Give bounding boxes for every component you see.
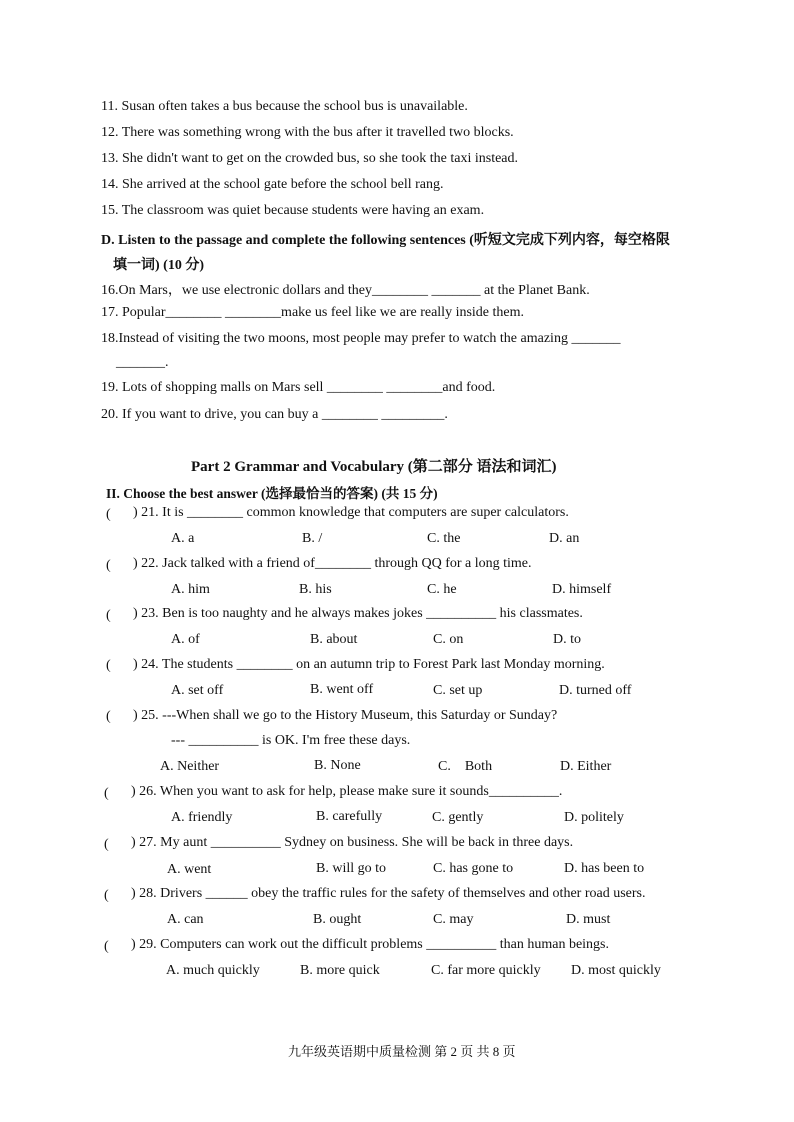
option-22-a: A. him [171, 582, 210, 597]
option-21-b: B. / [302, 531, 323, 546]
fill-item-18-cont: _______. [116, 355, 169, 370]
page-footer: 九年级英语期中质量检测 第 2 页 共 8 页 [288, 1044, 516, 1059]
option-23-c: C. on [433, 632, 464, 647]
option-29-d: D. most quickly [571, 963, 661, 978]
answer-paren: ( [104, 837, 109, 852]
option-29-c: C. far more quickly [431, 963, 541, 978]
question-22: ) 22. Jack talked with a friend of________ through QQ for a long time. [133, 556, 532, 571]
question-23: ) 23. Ben is too naughty and he always makes jokes __________ his classmates. [133, 606, 583, 621]
option-22-c: C. he [427, 582, 457, 597]
option-28-d: D. must [566, 912, 611, 927]
option-27-b: B. will go to [316, 861, 387, 876]
fill-item-18: 18.Instead of visiting the two moons, most people may prefer to watch the amazing _______ [101, 331, 621, 346]
section-d-heading: D. Listen to the passage and complete the following sentences (听短文完成下列内容，每空格限 [101, 233, 670, 248]
fill-item-17: 17. Popular________ ________make us feel like we are really inside them. [101, 305, 525, 320]
option-27-c: C. has gone to [433, 861, 514, 876]
option-26-d: D. politely [564, 810, 624, 825]
statement-12: 12. There was something wrong with the bus after it travelled two blocks. [101, 125, 514, 140]
option-24-b: B. went off [310, 682, 374, 697]
question-25-reply: --- __________ is OK. I'm free these days. [171, 733, 411, 748]
answer-paren: ( [104, 786, 109, 801]
option-29-b: B. more quick [300, 963, 380, 978]
option-24-d: D. turned off [559, 683, 632, 698]
option-27-a: A. went [167, 862, 212, 877]
statement-15: 15. The classroom was quiet because students were having an exam. [101, 203, 485, 218]
option-25-c: C. Both [438, 759, 493, 774]
answer-paren: ( [106, 658, 111, 673]
question-26: ) 26. When you want to ask for help, please make sure it sounds__________. [131, 784, 563, 799]
option-26-c: C. gently [432, 810, 484, 825]
statement-11: 11. Susan often takes a bus because the school bus is unavailable. [101, 99, 468, 114]
answer-paren: ( [104, 939, 109, 954]
option-27-d: D. has been to [564, 861, 645, 876]
answer-paren: ( [104, 888, 109, 903]
question-21: ) 21. It is ________ common knowledge that computers are super calculators. [133, 505, 569, 520]
part2-title: Part 2 Grammar and Vocabulary (第二部分 语法和词汇) [191, 459, 557, 475]
question-28: ) 28. Drivers ______ obey the traffic rules for the safety of themselves and other road users. [131, 886, 646, 901]
option-22-d: D. himself [552, 582, 612, 597]
section-ii-heading: II. Choose the best answer (选择最恰当的答案) (共 15 分) [106, 486, 438, 501]
section-d-heading-cont: 填一词) (10 分) [113, 258, 204, 273]
option-29-a: A. much quickly [166, 963, 260, 978]
question-24: ) 24. The students ________ on an autumn trip to Forest Park last Monday morning. [133, 657, 605, 672]
option-28-b: B. ought [313, 912, 362, 927]
statement-14: 14. She arrived at the school gate before the school bell rang. [101, 177, 444, 192]
option-23-d: D. to [553, 632, 581, 647]
option-21-c: C. the [427, 531, 461, 546]
option-23-b: B. about [310, 632, 358, 647]
fill-item-20: 20. If you want to drive, you can buy a ________ _________. [101, 407, 448, 422]
option-21-a: A. a [171, 531, 195, 546]
question-25: ) 25. ---When shall we go to the History Museum, this Saturday or Sunday? [133, 708, 558, 723]
option-24-c: C. set up [433, 683, 483, 698]
option-24-a: A. set off [171, 683, 224, 698]
answer-paren: ( [106, 507, 111, 522]
answer-paren: ( [106, 709, 111, 724]
option-26-a: A. friendly [171, 810, 233, 825]
option-22-b: B. his [299, 582, 332, 597]
question-27: ) 27. My aunt __________ Sydney on business. She will be back in three days. [131, 835, 574, 850]
option-26-b: B. carefully [316, 809, 383, 824]
option-28-c: C. may [433, 912, 474, 927]
statement-13: 13. She didn't want to get on the crowded bus, so she took the taxi instead. [101, 151, 519, 166]
option-21-d: D. an [549, 531, 580, 546]
answer-paren: ( [106, 558, 111, 573]
option-25-b: B. None [314, 758, 361, 773]
question-29: ) 29. Computers can work out the difficult problems __________ than human beings. [131, 937, 610, 952]
fill-item-19: 19. Lots of shopping malls on Mars sell ________ ________and food. [101, 380, 496, 395]
option-23-a: A. of [171, 632, 200, 647]
option-25-d: D. Either [560, 759, 612, 774]
option-28-a: A. can [167, 912, 204, 927]
fill-item-16: 16.On Mars，we use electronic dollars and they________ _______ at the Planet Bank. [101, 283, 590, 298]
answer-paren: ( [106, 608, 111, 623]
option-25-a: A. Neither [160, 759, 220, 774]
